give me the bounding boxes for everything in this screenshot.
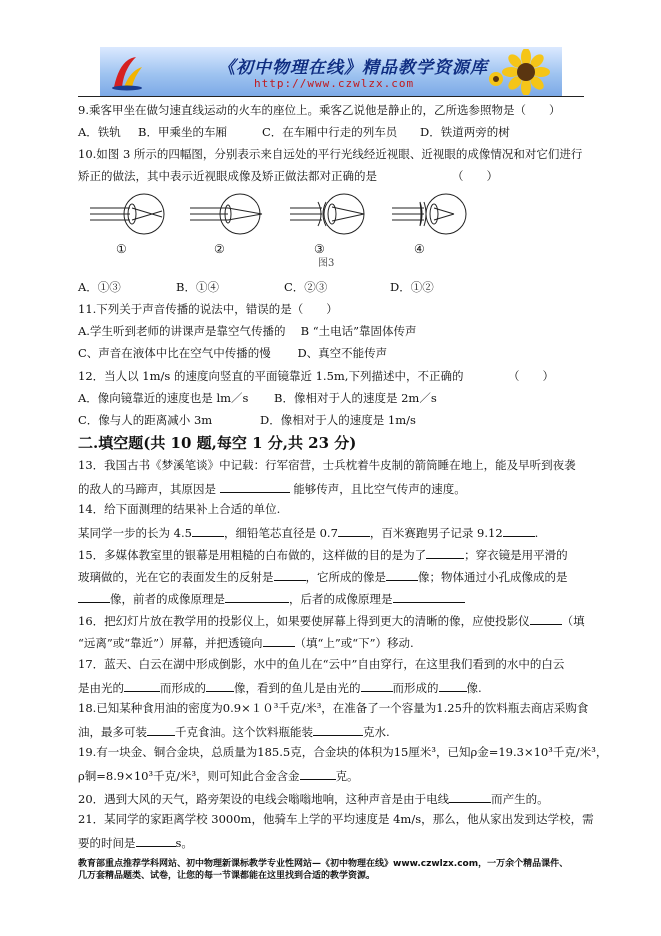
eye-diagram-1: [90, 190, 180, 238]
blank[interactable]: [503, 524, 535, 537]
q9-option-d: D．铁道两旁的树: [420, 125, 510, 139]
blank[interactable]: [136, 834, 176, 847]
q14-stem: 14．给下面测理的结果补上合适的单位.: [78, 502, 281, 516]
blank[interactable]: [530, 612, 562, 625]
q19-line2: ρ铜=8.9×10³千克/米³，则可知此合金含金 克。: [78, 769, 359, 783]
blank[interactable]: [426, 546, 464, 559]
blank[interactable]: [439, 679, 467, 692]
q16-line2: “远离”或“靠近”）屏幕，并把透镜向 （填“上”或“下”）移动.: [78, 636, 414, 650]
q12-option-c: C．像与人的距离减小 3m: [78, 413, 213, 427]
q18-line1: 18.已知某种食用油的密度为0.9×１０³千克/米³，在准备了一个容量为1.25升的饮料瓶去商店采购食: [78, 701, 589, 715]
q17-line1: 17．蓝天、白云在湖中形成倒影，水中的鱼儿在“云中”自由穿行，在这里我们看到的水中的白云: [78, 657, 565, 671]
blank[interactable]: [147, 723, 175, 736]
q12-paren: （ ）: [508, 369, 554, 383]
q9-option-b: B．甲乘坐的车厢: [138, 125, 227, 139]
blank[interactable]: [206, 679, 234, 692]
q10-line1: 10.如图 3 所示的四幅图，分别表示来自远处的平行光线经近视眼、近视眼的成像情况和对它们进行: [78, 147, 583, 161]
blank[interactable]: [78, 590, 110, 603]
footer-line2: 几万套精品题类、试卷，让您的每一节课都能在这里找到合适的教学资源。: [78, 871, 376, 881]
q21-line2: 要的时间是 s。: [78, 836, 193, 850]
blank[interactable]: [192, 524, 224, 537]
q12-option-b: B．像相对于人的速度是 2m／s: [274, 391, 437, 405]
blank[interactable]: [361, 679, 393, 692]
q11-options-ab: A.学生听到老师的讲课声是靠空气传播的 B “土电话”靠固体传声: [78, 324, 417, 338]
blank[interactable]: [263, 634, 295, 647]
page-footer: [78, 858, 588, 882]
q19-line1: 19.有一块金、铜合金块，总质量为185.5克，合金块的体积为15厘米³，已知ρ金=19.3×10³千克/米³，: [78, 745, 608, 759]
q18-line2: 油，最多可装 千克食油。这个饮料瓶能装 克水.: [78, 725, 390, 739]
blank[interactable]: [449, 790, 491, 803]
blank[interactable]: [300, 767, 336, 780]
q9-stem: 9.乘客甲坐在做匀速直线运动的火车的座位上。乘客乙说他是静止的，乙所选参照物是（ ）: [78, 103, 561, 117]
q10-option-b: B．①④: [176, 280, 219, 294]
eye-diagram-2: [190, 190, 280, 238]
q12-stem: 12．当人以 1m/s 的速度向竖直的平面镜靠近 1.5m,下列描述中，不正确的: [78, 369, 464, 383]
footer-line1: 教育部重点推荐学科网站、初中物理新课标教学专业性网站—《初中物理在线》www.czwlzx.com，一万余个精品课件、: [78, 859, 569, 869]
banner-title: 《初中物理在线》精品教学资源库: [218, 58, 488, 78]
banner-url[interactable]: http://www.czwlzx.com: [254, 77, 415, 90]
q10-option-c: C．②③: [284, 280, 328, 294]
q11-options-cd: C、声音在液体中比在空气中传播的慢 D、真空不能传声: [78, 346, 388, 360]
q13-line2: 的敌人的马蹄声，其原因是 能够传声，且比空气传声的速度。: [78, 482, 466, 496]
site-logo-icon: [110, 53, 144, 91]
q15-line1: 15．多媒体教室里的银幕是用粗糙的白布做的，这样做的目的是为了 ；穿衣镜是用平滑的: [78, 548, 568, 562]
blank[interactable]: [338, 524, 370, 537]
q13-line1: 13．我国古书《梦溪笔谈》中记载：行军宿营，士兵枕着牛皮制的箭筒睡在地上，能及早听到夜袭: [78, 458, 576, 472]
q20-line: 20．遇到大风的天气，路旁架设的电线会嗡嗡地响，这种声音是由于电线 而产生的。: [78, 792, 549, 806]
q14-line2: 某同学一步的长为 4.5 ，细铅笔芯直径是 0.7 ，百米赛跑男子记录 9.12 .: [78, 526, 539, 540]
blank[interactable]: [313, 723, 363, 736]
q17-line2: 是由光的 而形成的 像，看到的鱼儿是由光的 而形成的 像.: [78, 681, 482, 695]
eye-diagram-3: [290, 190, 380, 238]
q16-line1: 16．把幻灯片放在教学用的投影仪上，如果要使屏幕上得到更大的清晰的像，应使投影仪 （填: [78, 614, 585, 628]
site-banner: [100, 47, 562, 97]
fig-label-4: ④: [414, 242, 425, 256]
q10-option-d: D．①②: [390, 280, 434, 294]
q9-option-c: C．在车厢中行走的列车员: [262, 125, 398, 139]
sunflower-icon: [486, 49, 556, 95]
figure-caption: 图3: [318, 258, 335, 269]
q10-paren: （ ）: [452, 169, 498, 183]
section-fill-in-heading: 二.填空题(共 10 题,每空 1 分,共 23 分): [78, 434, 357, 452]
fig-label-1: ①: [116, 242, 127, 256]
fig-label-2: ②: [214, 242, 225, 256]
blank[interactable]: [124, 679, 160, 692]
q9-option-a: A．铁轨: [78, 125, 121, 139]
q10-line2: 矫正的做法，其中表示近视眼成像及矫正做法都对正确的是: [78, 169, 377, 183]
blank[interactable]: [386, 568, 418, 581]
q12-option-d: D．像相对于人的速度是 1m/s: [260, 413, 416, 427]
blank[interactable]: [225, 590, 289, 603]
header-rule: [78, 96, 584, 97]
q21-line1: 21．某同学的家距离学校 3000m，他骑车上学的平均速度是 4m/s，那么，他从家出发到达学校，需: [78, 812, 594, 826]
fig-label-3: ③: [314, 242, 325, 256]
blank[interactable]: [393, 590, 465, 603]
eye-diagram-4: [392, 190, 482, 238]
q15-line2: 玻璃做的，光在它的表面发生的反射是 ，它所成的像是 像；物体通过小孔成像成的是: [78, 570, 568, 584]
q12-option-a: A．像向镜靠近的速度也是 lm／s: [78, 391, 249, 405]
q15-line3: 像，前者的成像原理是 ，后者的成像原理是: [78, 590, 465, 607]
blank[interactable]: [220, 480, 290, 493]
q10-option-a: A．①③: [78, 280, 121, 294]
blank[interactable]: [274, 568, 306, 581]
q11-stem: 11.下列关于声音传播的说法中，错误的是（ ）: [78, 302, 338, 316]
